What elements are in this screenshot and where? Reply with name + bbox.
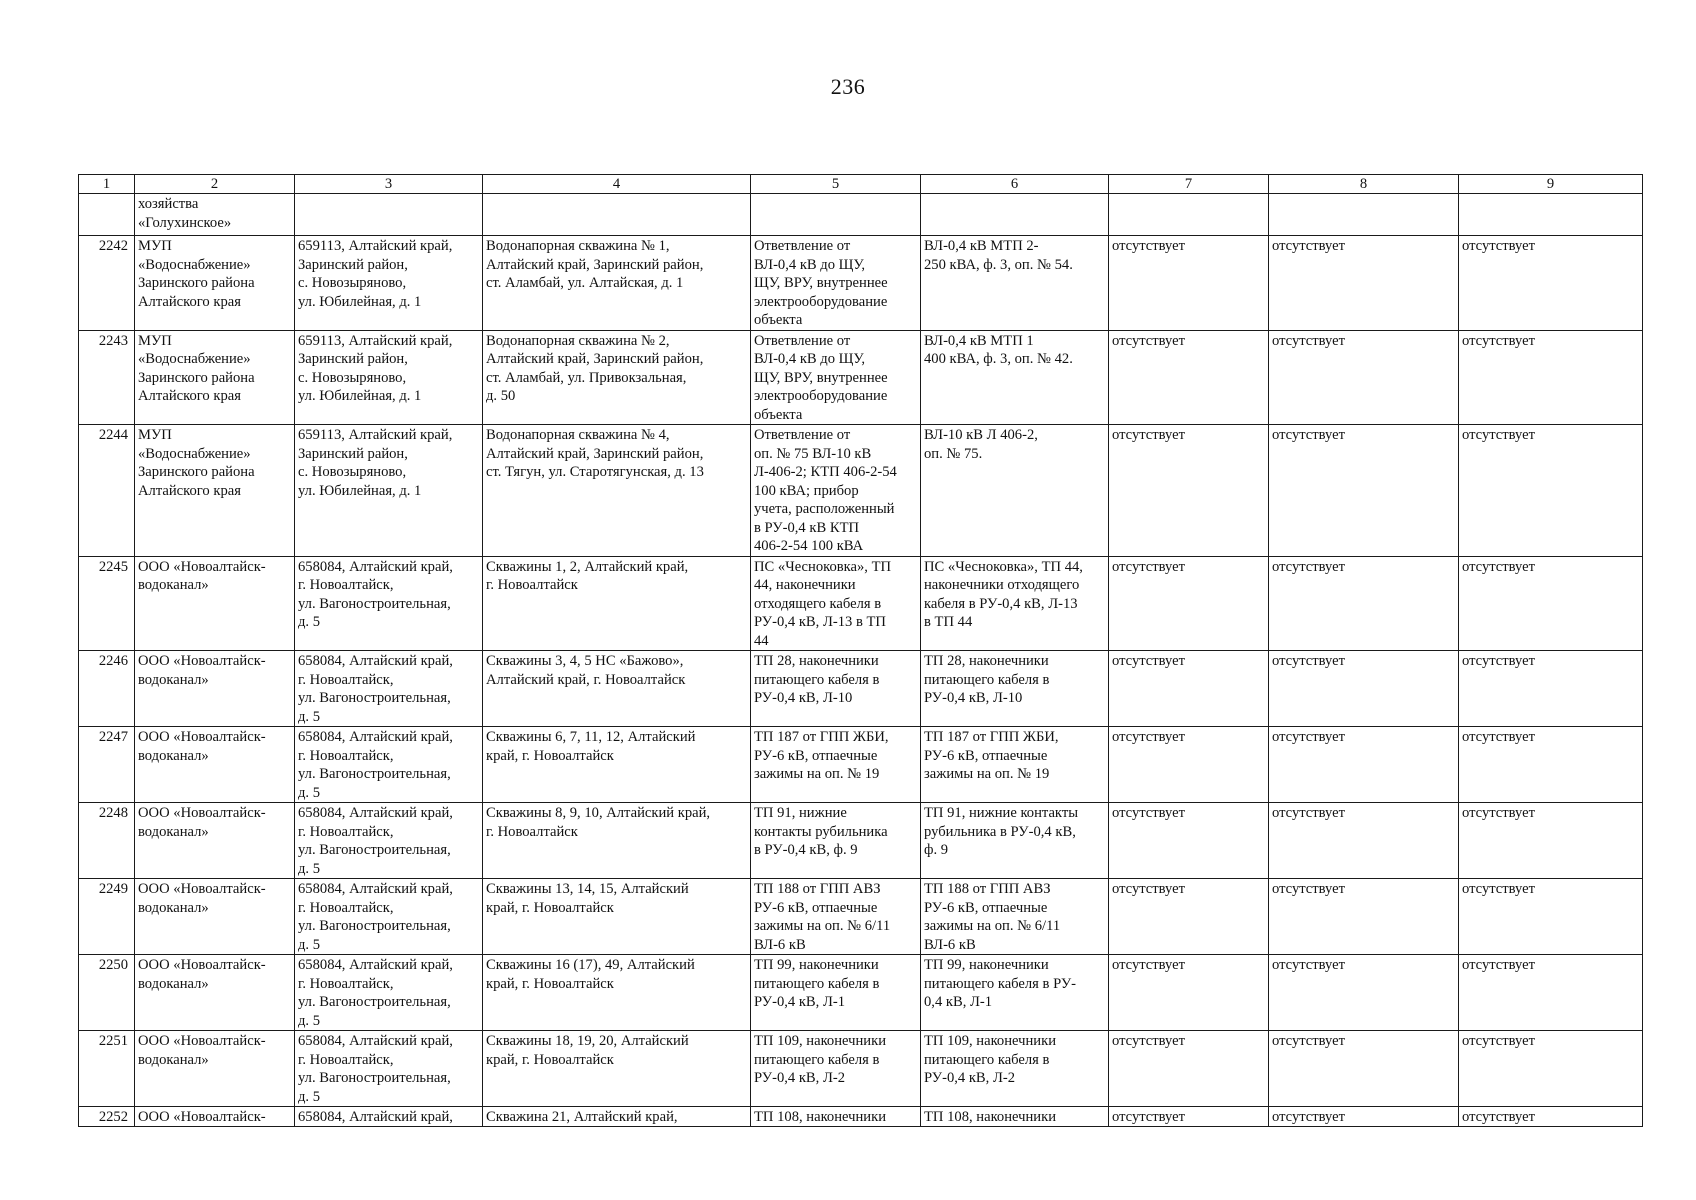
cell-col-5 [751,955,921,1031]
cell-col-9 [1459,425,1643,557]
cell-text: отсутствует [1112,238,1186,254]
cell-col-4 [483,194,751,236]
cell-col-4 [483,330,751,425]
cell-text: МУП «Водоснабжение» Заринского района Алтайского края [138,332,255,404]
cell-text: ТП 28, наконечники питающего кабеля в РУ-0,4 кВ, Л-10 [754,653,880,706]
cell-col-6 [921,425,1109,557]
cell-col-3 [295,651,483,727]
cell-col-4 [483,727,751,803]
cell-col-1 [79,727,135,803]
cell-col-9 [1459,236,1643,331]
cell-col-5 [751,556,921,651]
cell-col-3 [295,194,483,236]
cell-text: отсутствует [1272,1109,1346,1125]
cell-col-1 [79,955,135,1031]
table-body [79,194,1643,1127]
cell-col-7 [1109,425,1269,557]
header-col-6: 6 [921,175,1109,194]
cell-col-8 [1269,425,1459,557]
cell-text: ТП 99, наконечники питающего кабеля в РУ- 0,4 кВ, Л-1 [924,957,1077,1010]
cell-col-6 [921,727,1109,803]
cell-text: 659113, Алтайский край, Заринский район, с. Новозыряново, ул. Юбилейная, д. 1 [298,332,453,404]
cell-text: отсутствует [1462,427,1536,443]
cell-col-4 [483,425,751,557]
cell-text: ООО «Новоалтайск- водоканал» [138,729,266,764]
cell-text: отсутствует [1112,1033,1186,1049]
cell-col-7 [1109,803,1269,879]
cell-col-4 [483,236,751,331]
cell-col-3 [295,330,483,425]
table-row [79,236,1643,331]
cell-col-7 [1109,556,1269,651]
cell-text: ТП 99, наконечники питающего кабеля в РУ-0,4 кВ, Л-1 [754,957,880,1010]
cell-col-7 [1109,651,1269,727]
table-row [79,1031,1643,1107]
cell-col-5 [751,236,921,331]
data-table [78,174,1643,1127]
cell-text: ПС «Чесноковка», ТП 44, наконечники отходящего кабеля в РУ-0,4 кВ, Л-13 в ТП 44 [924,558,1083,630]
cell-text: ТП 108, наконечники [754,1109,887,1125]
row-number: 2252 [98,1109,128,1125]
header-col-3: 3 [295,175,483,194]
row-number: 2250 [98,957,128,973]
cell-col-8 [1269,1031,1459,1107]
cell-col-2 [135,236,295,331]
cell-col-2 [135,425,295,557]
cell-col-9 [1459,803,1643,879]
cell-col-7 [1109,330,1269,425]
cell-text: отсутствует [1462,238,1536,254]
cell-col-2 [135,1107,295,1127]
cell-text: отсутствует [1462,729,1536,745]
cell-col-6 [921,955,1109,1031]
cell-text: ТП 109, наконечники питающего кабеля в РУ-0,4 кВ, Л-2 [924,1033,1057,1086]
cell-text: ООО «Новоалтайск- водоканал» [138,558,266,593]
cell-col-2 [135,330,295,425]
cell-col-5 [751,1031,921,1107]
cell-text: ТП 188 от ГПП АВЗ РУ-6 кВ, отпаечные зажимы на оп. № 6/11 ВЛ-6 кВ [924,881,1061,953]
cell-col-6 [921,330,1109,425]
cell-col-9 [1459,330,1643,425]
cell-col-5 [751,330,921,425]
cell-text: ООО «Новоалтайск- водоканал» [138,653,266,688]
cell-text: МУП «Водоснабжение» Заринского района Алтайского края [138,238,255,310]
cell-text: отсутствует [1112,881,1186,897]
cell-col-7 [1109,955,1269,1031]
cell-text: 658084, Алтайский край, г. Новоалтайск, ул. Вагоностроительная, д. 5 [298,1033,453,1105]
cell-text: ВЛ-10 кВ Л 406-2, оп. № 75. [924,427,1038,462]
cell-col-4 [483,1107,751,1127]
cell-col-5 [751,1107,921,1127]
row-number: 2242 [98,238,128,254]
header-col-7: 7 [1109,175,1269,194]
cell-text: отсутствует [1462,881,1536,897]
cell-col-3 [295,425,483,557]
cell-col-8 [1269,194,1459,236]
cell-col-1 [79,194,135,236]
cell-text: 658084, Алтайский край, г. Новоалтайск, ул. Вагоностроительная, д. 5 [298,558,453,630]
cell-col-3 [295,955,483,1031]
table-row [79,1107,1643,1127]
cell-col-8 [1269,1107,1459,1127]
cell-text: Скважины 1, 2, Алтайский край, г. Новоалтайск [486,558,689,593]
cell-text: отсутствует [1272,957,1346,973]
cell-col-6 [921,1031,1109,1107]
cell-col-8 [1269,879,1459,955]
cell-col-8 [1269,803,1459,879]
cell-text: МУП «Водоснабжение» Заринского района Алтайского края [138,427,255,499]
table-row [79,330,1643,425]
cell-text: ВЛ-0,4 кВ МТП 2- 250 кВА, ф. 3, оп. № 54. [924,238,1073,273]
cell-text: 658084, Алтайский край, [298,1109,453,1125]
row-number: 2249 [98,881,128,897]
cell-col-7 [1109,194,1269,236]
cell-text: отсутствует [1462,653,1536,669]
header-col-5: 5 [751,175,921,194]
table-row [79,727,1643,803]
cell-text: отсутствует [1462,1033,1536,1049]
cell-text: ТП 109, наконечники питающего кабеля в РУ-0,4 кВ, Л-2 [754,1033,887,1086]
cell-text: отсутствует [1462,332,1536,349]
table-row [79,879,1643,955]
cell-col-5 [751,727,921,803]
cell-text: отсутствует [1112,729,1186,745]
cell-col-4 [483,879,751,955]
cell-text: Скважина 21, Алтайский край, [486,1109,678,1125]
cell-text: отсутствует [1112,558,1186,575]
cell-text: 659113, Алтайский край, Заринский район, с. Новозыряново, ул. Юбилейная, д. 1 [298,238,453,310]
cell-col-5 [751,425,921,557]
cell-text: ВЛ-0,4 кВ МТП 1 400 кВА, ф. 3, оп. № 42. [924,332,1073,367]
cell-col-5 [751,803,921,879]
cell-col-3 [295,556,483,651]
cell-col-2 [135,803,295,879]
cell-col-9 [1459,1031,1643,1107]
cell-text: отсутствует [1272,332,1346,349]
cell-text: отсутствует [1112,1109,1186,1125]
cell-col-7 [1109,236,1269,331]
cell-text: отсутствует [1272,427,1346,443]
cell-col-1 [79,330,135,425]
cell-text: отсутствует [1112,805,1186,821]
cell-col-9 [1459,727,1643,803]
cell-col-2 [135,194,295,236]
cell-text: Скважины 6, 7, 11, 12, Алтайский край, г. Новоалтайск [486,729,696,764]
cell-col-5 [751,194,921,236]
table-row [79,425,1643,557]
cell-col-4 [483,556,751,651]
cell-col-8 [1269,651,1459,727]
cell-text: Водонапорная скважина № 2, Алтайский край, Заринский район, ст. Аламбай, ул. Привокзальная, д. 50 [486,332,704,404]
cell-col-2 [135,651,295,727]
cell-col-1 [79,425,135,557]
cell-text: отсутствует [1272,558,1346,575]
cell-text: хозяйства «Голухинское» [138,196,232,231]
cell-text: отсутствует [1272,238,1346,254]
row-number: 2248 [98,805,128,821]
row-number: 2251 [98,1033,128,1049]
cell-col-1 [79,1107,135,1127]
header-col-2: 2 [135,175,295,194]
cell-text: отсутствует [1112,957,1186,973]
header-col-8: 8 [1269,175,1459,194]
cell-col-3 [295,236,483,331]
header-col-9: 9 [1459,175,1643,194]
cell-text: Скважины 16 (17), 49, Алтайский край, г. Новоалтайск [486,957,695,992]
cell-text: отсутствует [1462,957,1536,973]
table-row [79,556,1643,651]
cell-col-6 [921,651,1109,727]
cell-text: ООО «Новоалтайск- водоканал» [138,805,266,840]
row-number: 2243 [98,332,128,349]
cell-text: Водонапорная скважина № 4, Алтайский край, Заринский район, ст. Тягун, ул. Старотягунская, д. 13 [486,427,704,480]
cell-col-8 [1269,727,1459,803]
cell-col-3 [295,1031,483,1107]
cell-text: 658084, Алтайский край, г. Новоалтайск, ул. Вагоностроительная, д. 5 [298,653,453,725]
cell-col-1 [79,1031,135,1107]
cell-col-4 [483,803,751,879]
cell-text: отсутствует [1462,805,1536,821]
cell-text: ТП 28, наконечники питающего кабеля в РУ-0,4 кВ, Л-10 [924,653,1050,706]
cell-col-7 [1109,1107,1269,1127]
cell-text: отсутствует [1272,881,1346,897]
cell-col-9 [1459,1107,1643,1127]
header-row [79,175,1643,194]
cell-text: ТП 187 от ГПП ЖБИ, РУ-6 кВ, отпаечные зажимы на оп. № 19 [754,729,889,782]
cell-col-6 [921,803,1109,879]
page-number: 236 [830,74,866,99]
table-row [79,651,1643,727]
cell-col-3 [295,803,483,879]
cell-col-4 [483,1031,751,1107]
cell-text: Скважины 8, 9, 10, Алтайский край, г. Новоалтайск [486,805,711,840]
cell-text: отсутствует [1272,653,1346,669]
cell-col-6 [921,556,1109,651]
row-number: 2245 [98,558,128,575]
cell-col-9 [1459,194,1643,236]
cell-text: отсутствует [1272,729,1346,745]
cell-text: отсутствует [1112,427,1186,443]
cell-col-2 [135,879,295,955]
cell-col-1 [79,879,135,955]
cell-col-5 [751,651,921,727]
continuation-row [79,194,1643,236]
cell-text: ТП 187 от ГПП ЖБИ, РУ-6 кВ, отпаечные зажимы на оп. № 19 [924,729,1059,782]
cell-text: ТП 108, наконечники [924,1109,1057,1125]
cell-text: ТП 91, нижние контакты рубильника в РУ-0,4 кВ, ф. 9 [924,805,1079,858]
cell-col-2 [135,955,295,1031]
header-col-1: 1 [79,175,135,194]
table-header [79,175,1643,194]
cell-text: Водонапорная скважина № 1, Алтайский край, Заринский район, ст. Аламбай, ул. Алтайская, д. 1 [486,238,704,291]
cell-text: ПС «Чесноковка», ТП 44, наконечники отходящего кабеля в РУ-0,4 кВ, Л-13 в ТП 44 [754,558,892,649]
cell-col-2 [135,556,295,651]
cell-col-3 [295,1107,483,1127]
cell-col-1 [79,651,135,727]
cell-col-5 [751,879,921,955]
cell-col-4 [483,955,751,1031]
row-number: 2246 [98,653,128,669]
cell-col-1 [79,803,135,879]
cell-col-2 [135,1031,295,1107]
cell-text: 658084, Алтайский край, г. Новоалтайск, ул. Вагоностроительная, д. 5 [298,881,453,953]
cell-text: Ответвление от ВЛ-0,4 кВ до ЩУ, ЩУ, ВРУ, внутреннее электрооборудование объекта [754,238,888,328]
cell-text: отсутствует [1272,1033,1346,1049]
cell-col-8 [1269,955,1459,1031]
cell-text: 658084, Алтайский край, г. Новоалтайск, ул. Вагоностроительная, д. 5 [298,805,453,877]
cell-text: отсутствует [1462,558,1536,575]
cell-col-8 [1269,236,1459,331]
cell-text: отсутствует [1272,805,1346,821]
cell-col-2 [135,727,295,803]
cell-col-8 [1269,556,1459,651]
cell-col-6 [921,1107,1109,1127]
cell-text: Скважины 18, 19, 20, Алтайский край, г. Новоалтайск [486,1033,689,1068]
cell-col-9 [1459,556,1643,651]
cell-text: ООО «Новоалтайск- водоканал» [138,957,266,992]
table-row [79,955,1643,1031]
cell-col-9 [1459,955,1643,1031]
cell-text: Скважины 13, 14, 15, Алтайский край, г. Новоалтайск [486,881,689,916]
cell-text: ООО «Новоалтайск- водоканал» [138,881,266,916]
cell-col-6 [921,879,1109,955]
cell-col-3 [295,727,483,803]
cell-text: отсутствует [1112,653,1186,669]
row-number: 2247 [98,729,128,745]
cell-text: ТП 188 от ГПП АВЗ РУ-6 кВ, отпаечные зажимы на оп. № 6/11 ВЛ-6 кВ [754,881,891,953]
cell-col-7 [1109,1031,1269,1107]
cell-text: ООО «Новоалтайск- водоканал» [138,1033,266,1068]
cell-col-4 [483,651,751,727]
cell-text: отсутствует [1112,332,1186,349]
cell-col-1 [79,556,135,651]
row-number: 2244 [98,427,128,443]
table-row [79,803,1643,879]
cell-col-9 [1459,879,1643,955]
cell-col-6 [921,236,1109,331]
cell-text: Ответвление от ВЛ-0,4 кВ до ЩУ, ЩУ, ВРУ, внутреннее электрооборудование объекта [754,332,888,423]
cell-text: отсутствует [1462,1109,1536,1125]
cell-col-6 [921,194,1109,236]
cell-col-9 [1459,651,1643,727]
cell-text: 658084, Алтайский край, г. Новоалтайск, ул. Вагоностроительная, д. 5 [298,957,453,1029]
cell-col-3 [295,879,483,955]
cell-text: Ответвление от оп. № 75 ВЛ-10 кВ Л-406-2; КТП 406-2-54 100 кВА; прибор учета, расположенный в РУ-0,4 кВ КТП 406-2-54 100 кВА [754,427,897,554]
cell-col-7 [1109,727,1269,803]
cell-text: 658084, Алтайский край, г. Новоалтайск, ул. Вагоностроительная, д. 5 [298,729,453,801]
header-col-4: 4 [483,175,751,194]
cell-text: 659113, Алтайский край, Заринский район, с. Новозыряново, ул. Юбилейная, д. 1 [298,427,453,499]
cell-text: ТП 91, нижние контакты рубильника в РУ-0,4 кВ, ф. 9 [754,805,888,858]
cell-col-7 [1109,879,1269,955]
cell-col-8 [1269,330,1459,425]
cell-col-1 [79,236,135,331]
cell-text: Скважины 3, 4, 5 НС «Бажово», Алтайский край, г. Новоалтайск [486,653,686,688]
cell-text: ООО «Новоалтайск- [138,1109,266,1125]
